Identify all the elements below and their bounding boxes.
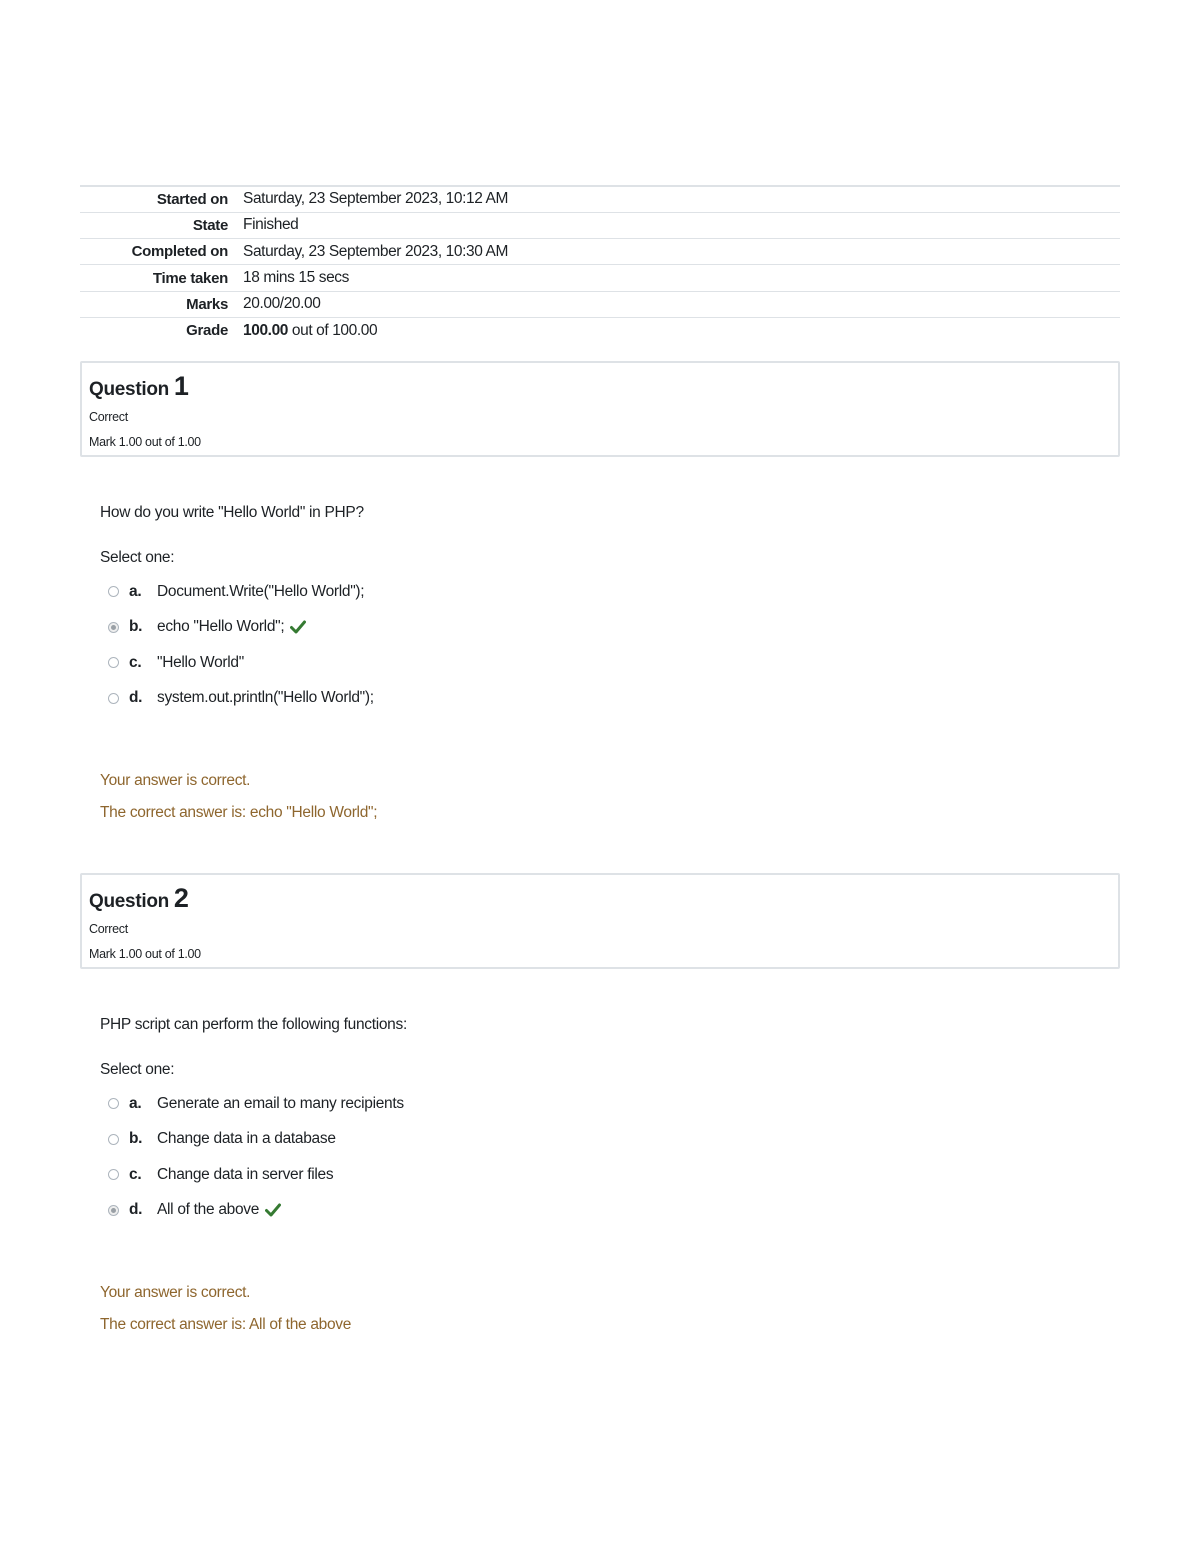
summary-value: 18 mins 15 secs bbox=[243, 269, 349, 287]
select-one-prompt: Select one: bbox=[100, 1061, 175, 1078]
option-letter: b. bbox=[129, 1130, 143, 1148]
answer-options bbox=[108, 1086, 404, 1228]
option-letter: b. bbox=[129, 618, 143, 636]
summary-row-completed bbox=[80, 239, 1120, 265]
summary-row-grade bbox=[80, 317, 1120, 343]
summary-label: Grade bbox=[186, 322, 228, 340]
question-label: Question bbox=[89, 891, 169, 912]
right-answer: The correct answer is: All of the above bbox=[100, 1316, 352, 1333]
radio-button[interactable] bbox=[108, 1169, 119, 1180]
answer-option-a[interactable] bbox=[108, 1086, 404, 1122]
summary-label: Completed on bbox=[131, 243, 228, 261]
option-letter: a. bbox=[129, 1094, 142, 1112]
option-text: Generate an email to many recipients bbox=[157, 1094, 404, 1112]
question-title bbox=[89, 883, 1111, 917]
question-state: Correct bbox=[89, 410, 128, 424]
option-text: "Hello World" bbox=[157, 653, 244, 671]
radio-button[interactable] bbox=[108, 693, 119, 704]
option-letter: d. bbox=[129, 689, 143, 707]
check-icon bbox=[265, 1203, 281, 1217]
question-number: 2 bbox=[173, 883, 189, 913]
grade-out-of: out of 100.00 bbox=[288, 321, 378, 339]
radio-button[interactable] bbox=[108, 657, 119, 668]
radio-button-selected[interactable] bbox=[108, 1205, 119, 1216]
radio-button[interactable] bbox=[108, 1134, 119, 1145]
question-title bbox=[89, 371, 1111, 405]
summary-row-marks bbox=[80, 291, 1120, 317]
answer-options bbox=[108, 574, 374, 716]
right-answer: The correct answer is: echo "Hello World"; bbox=[100, 804, 378, 821]
summary-label: State bbox=[192, 216, 228, 234]
option-text: All of the above bbox=[157, 1201, 260, 1219]
question-1 bbox=[80, 361, 1120, 821]
question-info-box bbox=[80, 873, 1120, 969]
summary-value: Finished bbox=[243, 216, 299, 234]
question-2 bbox=[80, 873, 1120, 1333]
summary-value: Saturday, 23 September 2023, 10:30 AM bbox=[243, 242, 508, 260]
radio-button[interactable] bbox=[108, 1098, 119, 1109]
question-text: How do you write "Hello World" in PHP? bbox=[100, 504, 364, 521]
answer-option-b[interactable] bbox=[108, 1122, 404, 1158]
summary-row-started bbox=[80, 186, 1120, 212]
answer-option-c[interactable] bbox=[108, 1157, 404, 1193]
answer-option-d[interactable] bbox=[108, 1193, 404, 1229]
question-state: Correct bbox=[89, 922, 128, 936]
select-one-prompt: Select one: bbox=[100, 549, 175, 566]
summary-label: Marks bbox=[186, 295, 228, 313]
question-text: PHP script can perform the following functions: bbox=[100, 1016, 407, 1033]
summary-row-state bbox=[80, 212, 1120, 238]
option-letter: c. bbox=[129, 1165, 142, 1183]
summary-value: 20.00/20.00 bbox=[243, 295, 321, 313]
radio-button[interactable] bbox=[108, 586, 119, 597]
answer-option-d[interactable] bbox=[108, 681, 374, 717]
option-letter: a. bbox=[129, 582, 142, 600]
summary-value: Saturday, 23 September 2023, 10:12 AM bbox=[243, 190, 508, 208]
answer-option-b[interactable] bbox=[108, 610, 374, 646]
summary-label: Started on bbox=[156, 190, 228, 208]
option-letter: c. bbox=[129, 653, 142, 671]
check-icon bbox=[290, 620, 306, 634]
option-text: Change data in server files bbox=[157, 1165, 334, 1183]
option-letter: d. bbox=[129, 1201, 143, 1219]
question-info-box bbox=[80, 361, 1120, 457]
feedback-correct: Your answer is correct. bbox=[100, 1284, 251, 1301]
question-number: 1 bbox=[173, 371, 189, 401]
attempt-summary-table bbox=[80, 185, 1120, 344]
option-text: Document.Write("Hello World"); bbox=[157, 582, 365, 600]
option-text: echo "Hello World"; bbox=[157, 618, 285, 636]
answer-option-c[interactable] bbox=[108, 645, 374, 681]
question-label: Question bbox=[89, 379, 169, 400]
option-text: system.out.println("Hello World"); bbox=[157, 689, 374, 707]
radio-button-selected[interactable] bbox=[108, 622, 119, 633]
quiz-review-page bbox=[80, 185, 1120, 344]
question-grade: Mark 1.00 out of 1.00 bbox=[89, 435, 201, 449]
summary-value bbox=[243, 317, 1120, 343]
question-grade: Mark 1.00 out of 1.00 bbox=[89, 947, 201, 961]
feedback-correct: Your answer is correct. bbox=[100, 772, 251, 789]
summary-label: Time taken bbox=[152, 269, 228, 287]
grade-value: 100.00 bbox=[243, 321, 289, 339]
summary-row-time-taken bbox=[80, 265, 1120, 291]
option-text: Change data in a database bbox=[157, 1130, 336, 1148]
answer-option-a[interactable] bbox=[108, 574, 374, 610]
